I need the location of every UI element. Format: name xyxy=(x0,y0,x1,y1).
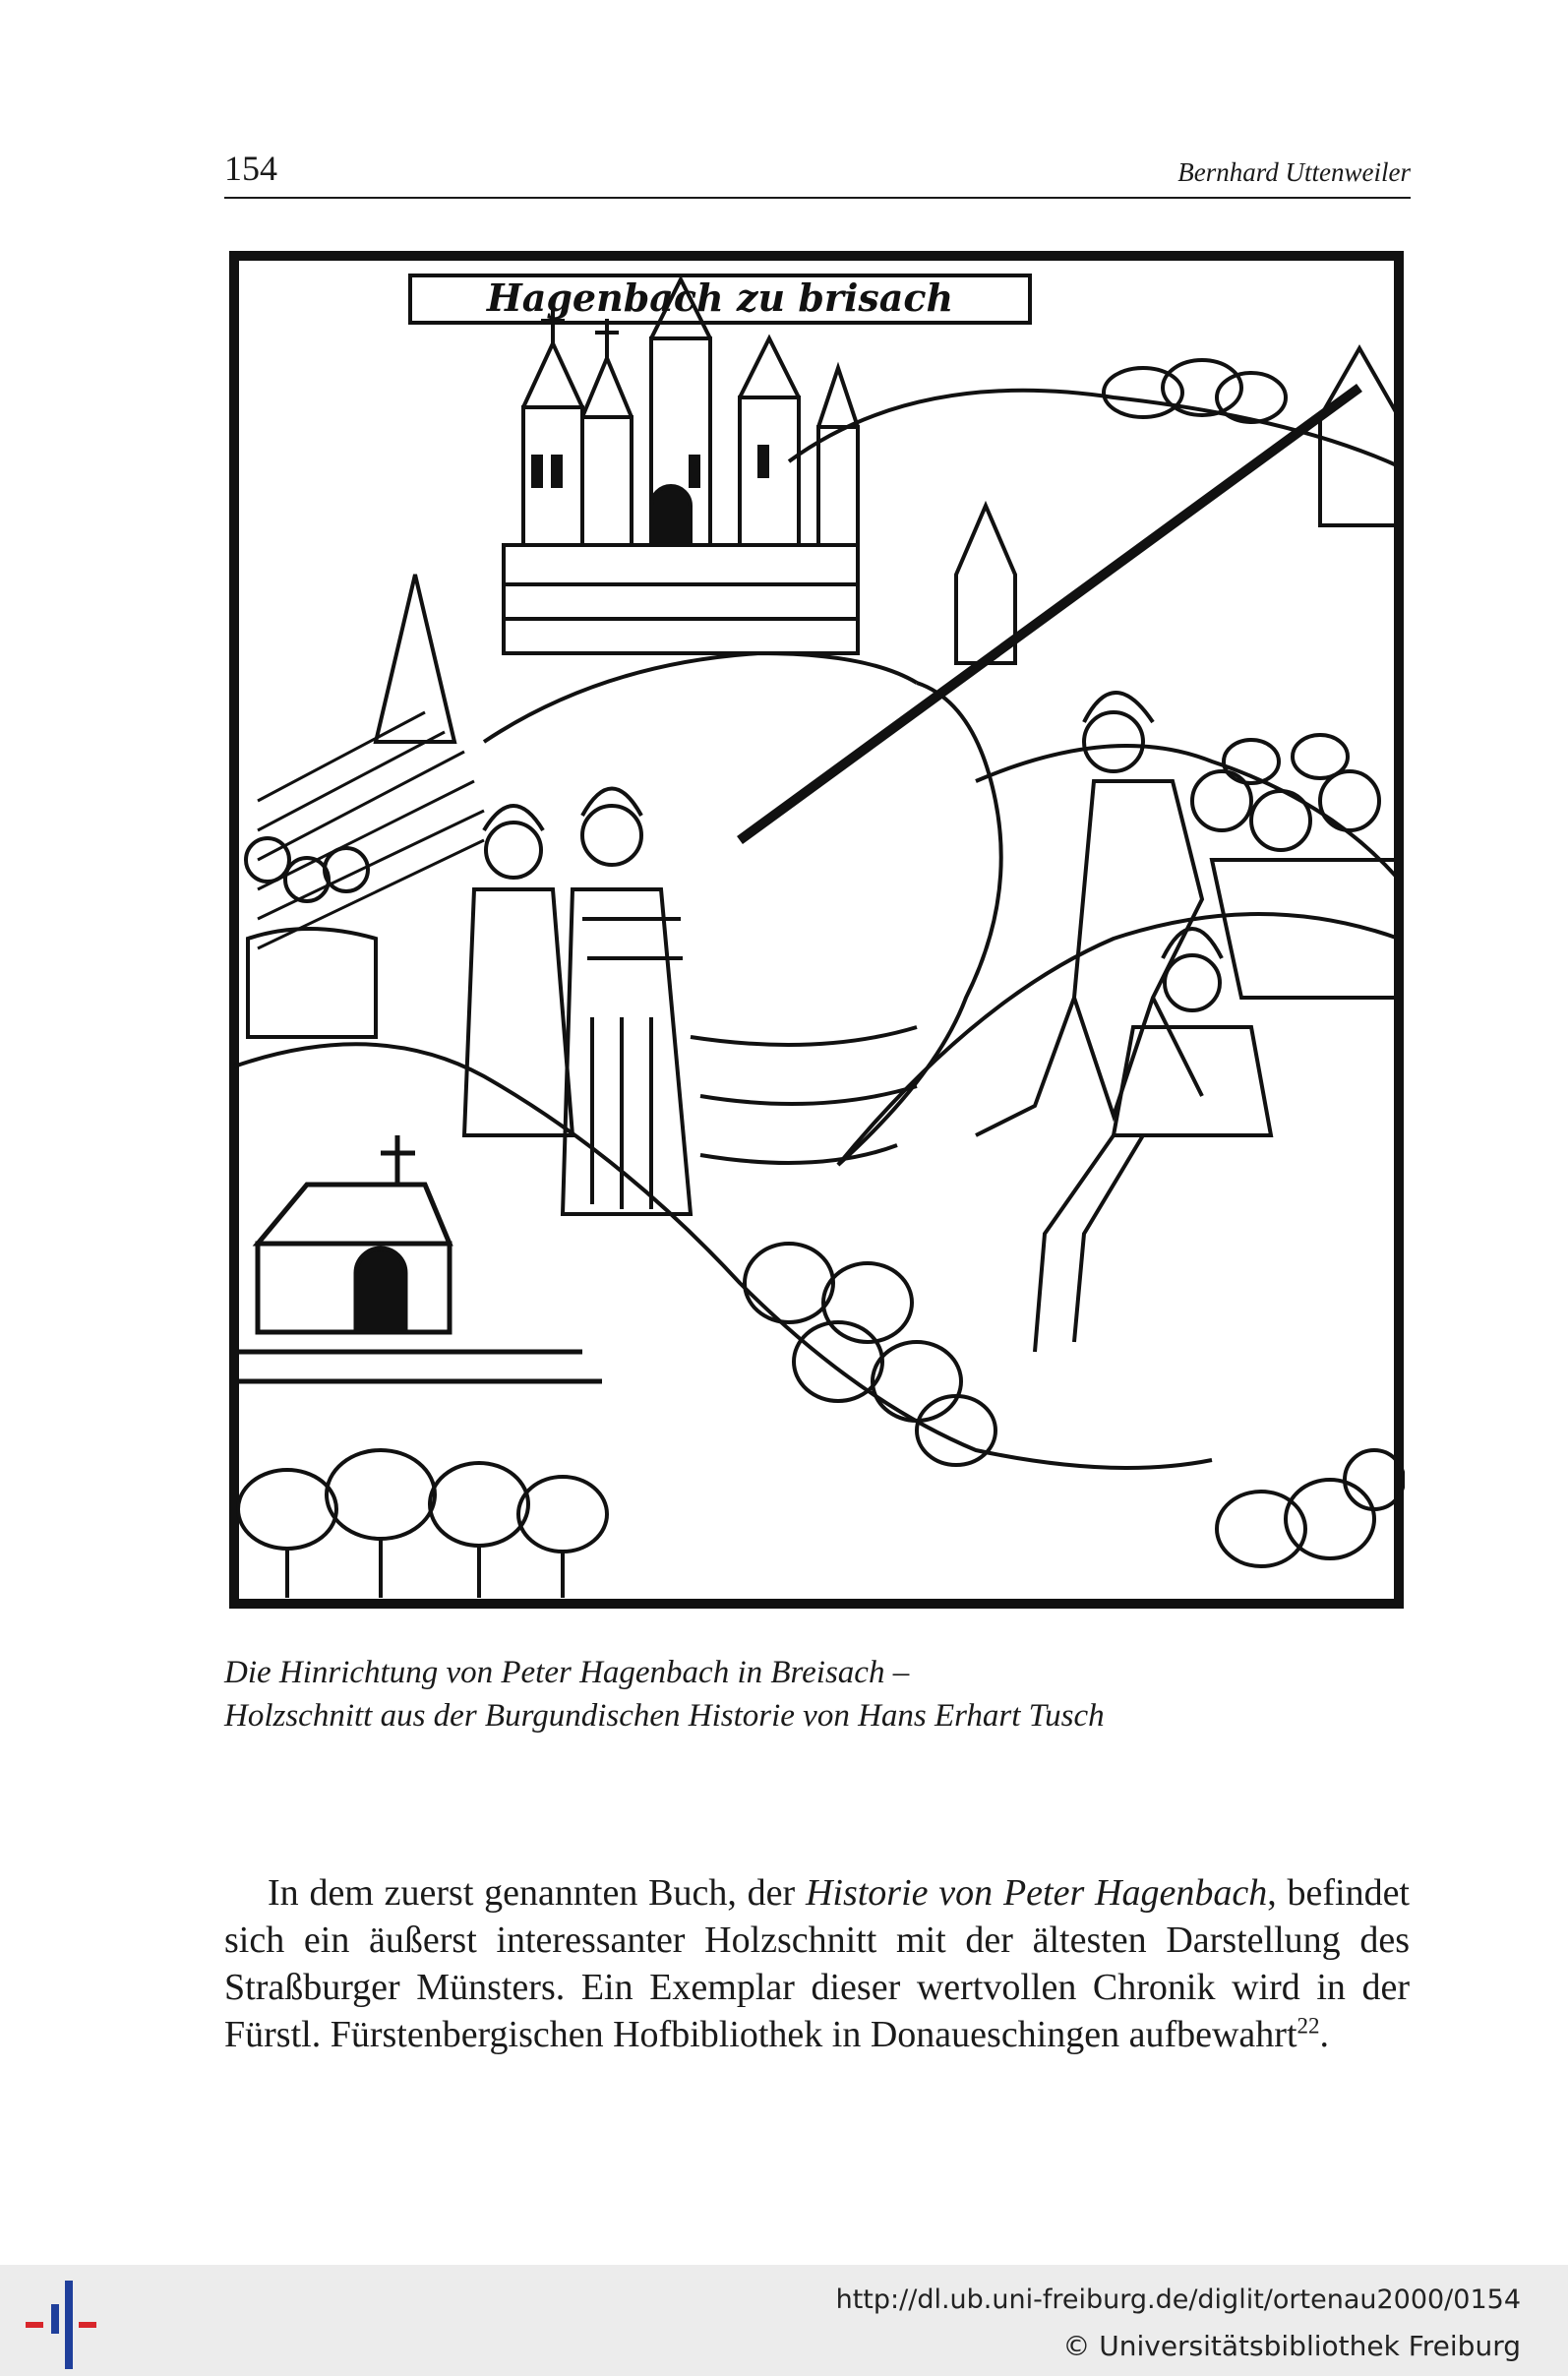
crowd-left xyxy=(246,838,376,1037)
figure-prisoner xyxy=(464,789,691,1215)
castle xyxy=(504,279,858,653)
crowd-right xyxy=(1192,735,1399,998)
copyright-notice: © Universitätsbibliothek Freiburg xyxy=(1062,2330,1521,2362)
footnote-reference[interactable]: 22 xyxy=(1297,2013,1320,2039)
trees-bottom-left xyxy=(238,1450,607,1598)
caption-line-1: Die Hinrichtung von Peter Hagenbach in Breisach – xyxy=(224,1655,910,1690)
figure-caption xyxy=(224,1651,1405,1737)
footer-bar xyxy=(0,2265,1568,2376)
header-rule xyxy=(224,197,1411,199)
caption-line-2: Holzschnitt aus der Burgundischen Historie von Hans Erhart Tusch xyxy=(224,1698,1105,1734)
page-number: 154 xyxy=(224,149,277,188)
bushes xyxy=(1104,360,1286,422)
book-title: Historie von Peter Hagenbach xyxy=(805,1872,1268,1914)
woodcut-illustration xyxy=(228,250,1405,1614)
text-run: . xyxy=(1319,2014,1330,2055)
text-run: In dem zuerst genannten Buch, der xyxy=(268,1872,806,1914)
text-run: , befindet sich ein äußerst interessanter Holzschnitt mit der ältesten Darstellung des Straßburger Münsters. Ein Exemplar dieser wertvollen Chronik wird in der Fürstl. Fürstenbergischen Hofbibliothek in Donaueschingen aufbewahrt xyxy=(224,1872,1410,2055)
figure-executioner xyxy=(740,388,1359,1135)
chapel xyxy=(238,1135,602,1381)
bushes-bottom-right xyxy=(1217,1450,1404,1566)
running-head: Bernhard Uttenweiler xyxy=(1177,157,1411,187)
woodcut-banner xyxy=(410,275,1030,323)
paragraph xyxy=(224,1869,1410,2058)
figure-victim xyxy=(1035,929,1271,1352)
bushes-middle xyxy=(745,1244,995,1465)
svg-text:Hagenbach zu brisach: Hagenbach zu brisach xyxy=(486,275,954,320)
permalink-url[interactable]: http://dl.ub.uni-freiburg.de/diglit/ortenau2000/0154 xyxy=(835,2285,1521,2315)
body-text xyxy=(224,1869,1410,2058)
library-logo-icon[interactable] xyxy=(22,2275,100,2371)
